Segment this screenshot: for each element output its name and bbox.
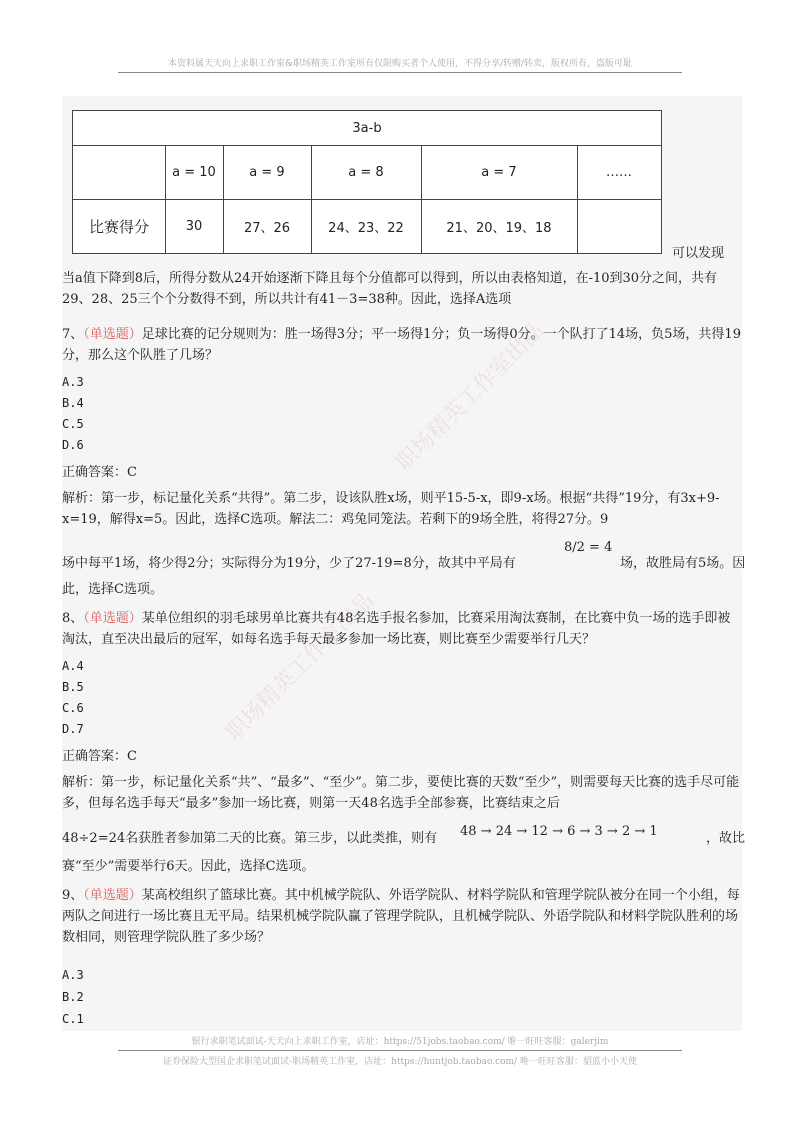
table-title: 3a-b	[352, 120, 382, 136]
question-text: 某高校组织了篮球比赛。其中机械学院队、外语学院队、材料学院队和管理学院队被分在同一个小组，每两队之间进行一场比赛且无平局。结果机械学院队赢了管理学院队，且机械学院队、外语学院队和材料学院队胜利的场数相同，则管理学院队胜了多少场？	[62, 888, 740, 945]
score-table	[72, 110, 662, 254]
table-cell	[73, 145, 166, 199]
table-cell: 30	[165, 199, 224, 253]
table-cell: a = 7	[421, 145, 578, 199]
option: C.1	[62, 1012, 84, 1026]
analysis: 48÷2=24名获胜者参加第二天的比赛。第三步，以此类推，则有	[62, 831, 438, 846]
table-cell: 24、23、22	[311, 199, 422, 253]
analysis: 场，故胜局有5场。因	[620, 556, 746, 571]
table-row-score	[73, 199, 661, 253]
after-table-text: 可以发现	[672, 246, 725, 261]
option: B.4	[62, 396, 84, 410]
answer: 正确答案：C	[62, 749, 137, 764]
halving-sequence: 48 → 24 → 12 → 6 → 3 → 2 → 1	[460, 824, 658, 839]
table-cell: a = 8	[311, 145, 422, 199]
option: D.7	[62, 722, 84, 736]
analysis: 解析：第一步，标记量化关系“共”、“最多”、“至少”。第二步，要使比赛的天数“至少”，则需要每天比赛的选手尽可能多，但每名选手每天“最多”参加一场比赛，则第一天48名选手全部参赛，比赛结束之后	[62, 775, 740, 811]
table-cell: 27、26	[223, 199, 312, 253]
question-number: 9、	[62, 888, 84, 903]
table-cell: a = 9	[223, 145, 312, 199]
header-divider	[118, 72, 682, 73]
paragraph: 当a值下降到8后，所得分数从24开始逐渐下降且每个分值都可以得到，所以由表格知道，在-10到30分之间，共有29、28、25三个个分数得不到，所以共计有41－3=38种。因此，选择A选项	[62, 271, 718, 307]
table-cell: a = 10	[165, 145, 224, 199]
question-text: 足球比赛的记分规则为：胜一场得3分；平一场得1分；负一场得0分。一个队打了14场，负5场，共得19分，那么这个队胜了几场？	[62, 327, 741, 363]
option: C.6	[62, 701, 84, 715]
option: A.4	[62, 659, 84, 673]
question-9	[62, 885, 742, 948]
question-text: 某单位组织的羽毛球男单比赛共有48名选手报名参加，比赛采用淘汰赛制，在比赛中负一场的选手即被淘汰，直至决出最后的冠军，如每名选手每天最多参加一场比赛，则比赛至少需要举行几天？	[62, 611, 731, 647]
table-cell: 比赛得分	[73, 199, 166, 253]
table-row-a	[73, 145, 661, 200]
analysis: 解析：第一步，标记量化关系“共得”。第二步，设该队胜x场，则平15-5-x，即9-x场。根据“共得”19分，有3x+9-x=19，解得x=5。因此，选择C选项。解法二：鸡兔同笼法。若剩下的9场全胜，将得27分。9	[62, 491, 720, 527]
page-header: 本资料属天天向上求职工作室&职场精英工作室所有仅限购买者个人使用，不得分享/转赠/转卖，版权所有，盗版可耻	[167, 59, 633, 69]
question-7	[62, 324, 742, 366]
question-type: （单选题）	[83, 888, 142, 903]
table-cell: ……	[606, 164, 632, 180]
option: D.6	[62, 438, 84, 452]
watermark: 职场精英工作室出品	[221, 588, 380, 746]
option: B.2	[62, 990, 84, 1004]
analysis: ，故比	[706, 831, 746, 846]
option: B.5	[62, 680, 84, 694]
table-title-row	[73, 111, 661, 146]
option: A.3	[62, 375, 84, 389]
question-type: （单选题）	[83, 327, 142, 342]
question-number: 8、	[62, 611, 84, 626]
footer-divider	[118, 1050, 682, 1051]
fraction: 8/2 = 4	[564, 540, 613, 555]
watermark: 职场精英工作室出品	[391, 318, 550, 476]
answer: 正确答案：C	[62, 465, 137, 480]
question-number: 7、	[62, 327, 84, 342]
question-type: （单选题）	[83, 611, 142, 626]
analysis: 赛“至少”需要举行6天。因此，选择C选项。	[62, 859, 315, 874]
table-cell: 21、20、19、18	[421, 199, 578, 253]
option: C.5	[62, 417, 84, 431]
analysis: 场中每平1场，将少得2分；实际得分为19分，少了27-19=8分，故其中平局有	[62, 556, 516, 571]
question-8	[62, 608, 742, 650]
table-cell	[577, 199, 661, 253]
footer-line-2: 证券保险大型国企求职笔试面试-职场精英工作室，店址：https://huntjob.taobao.com/ 唯一旺旺客服：貂蓝小小天使	[163, 1057, 637, 1067]
footer-line-1: 银行求职笔试面试-天天向上求职工作室，店址：https://51jobs.taobao.com/ 唯一旺旺客服：galerjim	[191, 1037, 609, 1047]
option: A.3	[62, 968, 84, 982]
analysis: 此，选择C选项。	[62, 582, 163, 597]
